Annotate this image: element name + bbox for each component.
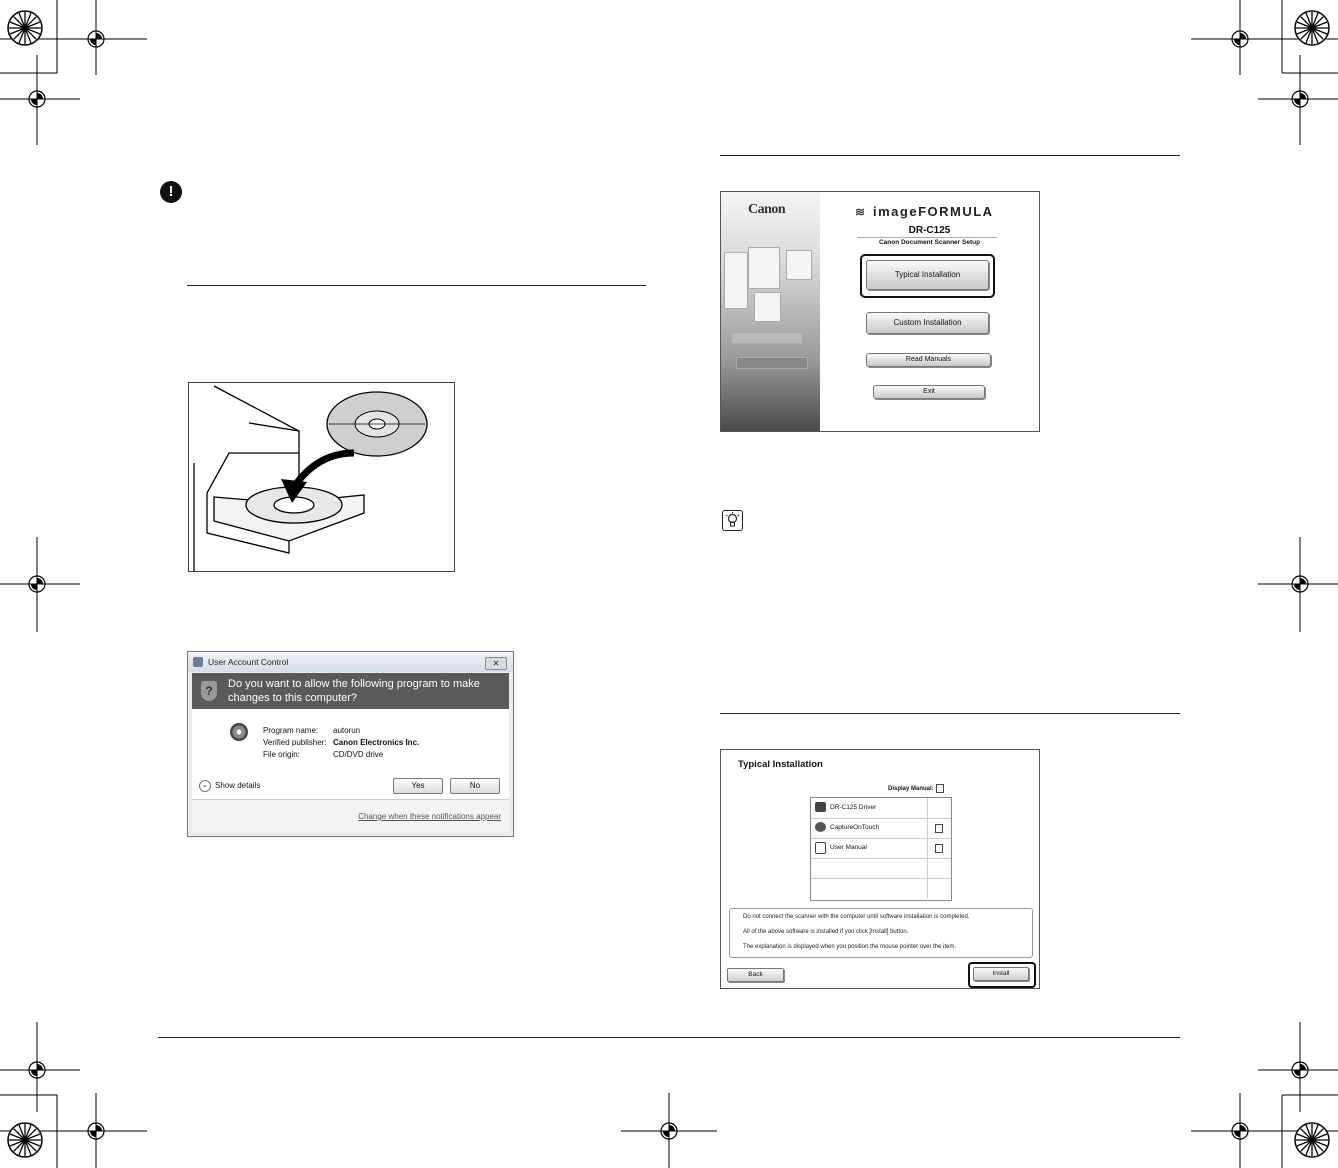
section-rule-right-top bbox=[720, 155, 1180, 156]
uac-dialog bbox=[187, 651, 514, 837]
file-origin-value: CD/DVD drive bbox=[333, 750, 384, 759]
column-divider bbox=[927, 798, 928, 818]
note-line: All of the above software is installed if you click [Install] button. bbox=[743, 929, 909, 935]
uac-footer bbox=[192, 799, 509, 833]
display-manual-header bbox=[888, 784, 944, 793]
no-button[interactable]: No bbox=[450, 778, 500, 794]
uac-title: User Account Control bbox=[208, 657, 289, 667]
show-details-toggle[interactable] bbox=[199, 780, 260, 792]
column-divider bbox=[927, 838, 928, 858]
exit-button[interactable]: Exit bbox=[873, 385, 985, 399]
list-item[interactable] bbox=[811, 818, 951, 839]
hint-lightbulb-icon bbox=[722, 510, 743, 531]
column-divider bbox=[927, 878, 928, 898]
window-title: Typical Installation bbox=[738, 759, 823, 770]
column-divider bbox=[927, 818, 928, 838]
program-disc-icon bbox=[230, 723, 248, 741]
note-line: The explanation is displayed when you position the mouse pointer over the item. bbox=[743, 944, 957, 950]
install-notes bbox=[729, 908, 1033, 958]
chevron-down-icon: ⌄ bbox=[199, 780, 211, 792]
program-name-value: autorun bbox=[333, 726, 361, 735]
publisher-row bbox=[263, 738, 419, 747]
close-icon[interactable]: ✕ bbox=[485, 657, 507, 670]
publisher-label: Verified publisher: bbox=[263, 738, 327, 747]
cd-insert-illustration bbox=[188, 382, 455, 572]
uac-question: Do you want to allow the following program to make changes to this computer? bbox=[228, 678, 480, 704]
list-item-empty bbox=[811, 858, 951, 879]
read-manuals-button[interactable]: Read Manuals bbox=[866, 353, 991, 367]
yes-button[interactable]: Yes bbox=[393, 778, 443, 794]
imageformula-mark-icon: ≋ bbox=[855, 205, 866, 219]
note-line: Do not connect the scanner with the computer until software installation is completed. bbox=[743, 914, 970, 920]
captureontouch-icon bbox=[815, 822, 826, 832]
item-name: User Manual bbox=[830, 844, 867, 851]
list-item-empty bbox=[811, 878, 951, 898]
manual-icon[interactable] bbox=[935, 844, 943, 853]
setup-window bbox=[720, 191, 1040, 432]
file-origin-row bbox=[263, 750, 383, 759]
display-manual-label: Display Manual: bbox=[888, 786, 934, 793]
install-button[interactable]: Install bbox=[973, 967, 1029, 981]
section-rule-left bbox=[187, 285, 646, 286]
setup-subtitle: Canon Document Scanner Setup bbox=[878, 239, 981, 246]
uac-question-band bbox=[192, 673, 509, 709]
program-name-label: Program name: bbox=[263, 726, 319, 735]
typical-installation-button[interactable]: Typical Installation bbox=[866, 260, 989, 290]
uac-window-icon bbox=[193, 657, 203, 667]
manual-icon[interactable] bbox=[935, 824, 943, 833]
software-list bbox=[810, 797, 952, 901]
setup-divider bbox=[857, 237, 997, 238]
item-name: DR-C125 Driver bbox=[830, 804, 877, 811]
scanner-icon bbox=[815, 802, 826, 812]
typical-installation-window bbox=[720, 749, 1040, 989]
show-details-label: Show details bbox=[215, 781, 261, 791]
list-item[interactable] bbox=[811, 798, 951, 819]
important-icon: ! bbox=[160, 181, 182, 203]
model-name: DR-C125 bbox=[908, 225, 951, 236]
item-name: CaptureOnTouch bbox=[830, 824, 880, 831]
back-button[interactable]: Back bbox=[727, 968, 784, 982]
file-origin-label: File origin: bbox=[263, 750, 300, 759]
canon-logo: Canon bbox=[748, 202, 786, 217]
manual-icon bbox=[936, 784, 944, 793]
shield-question-icon: ? bbox=[201, 681, 217, 701]
list-item[interactable] bbox=[811, 838, 951, 859]
uac-titlebar bbox=[188, 652, 513, 672]
column-divider bbox=[927, 858, 928, 878]
custom-installation-button[interactable]: Custom Installation bbox=[866, 312, 989, 334]
footer-rule bbox=[158, 1037, 1180, 1038]
publisher-value: Canon Electronics Inc. bbox=[333, 738, 420, 747]
program-name-row bbox=[263, 726, 360, 735]
help-book-icon bbox=[815, 842, 826, 854]
change-notifications-link[interactable]: Change when these notifications appear bbox=[358, 812, 501, 821]
section-rule-right-mid bbox=[720, 713, 1180, 714]
setup-side-artwork bbox=[721, 192, 820, 431]
brand-text: imageFORMULA bbox=[873, 204, 994, 219]
imageformula-logo bbox=[855, 204, 994, 219]
